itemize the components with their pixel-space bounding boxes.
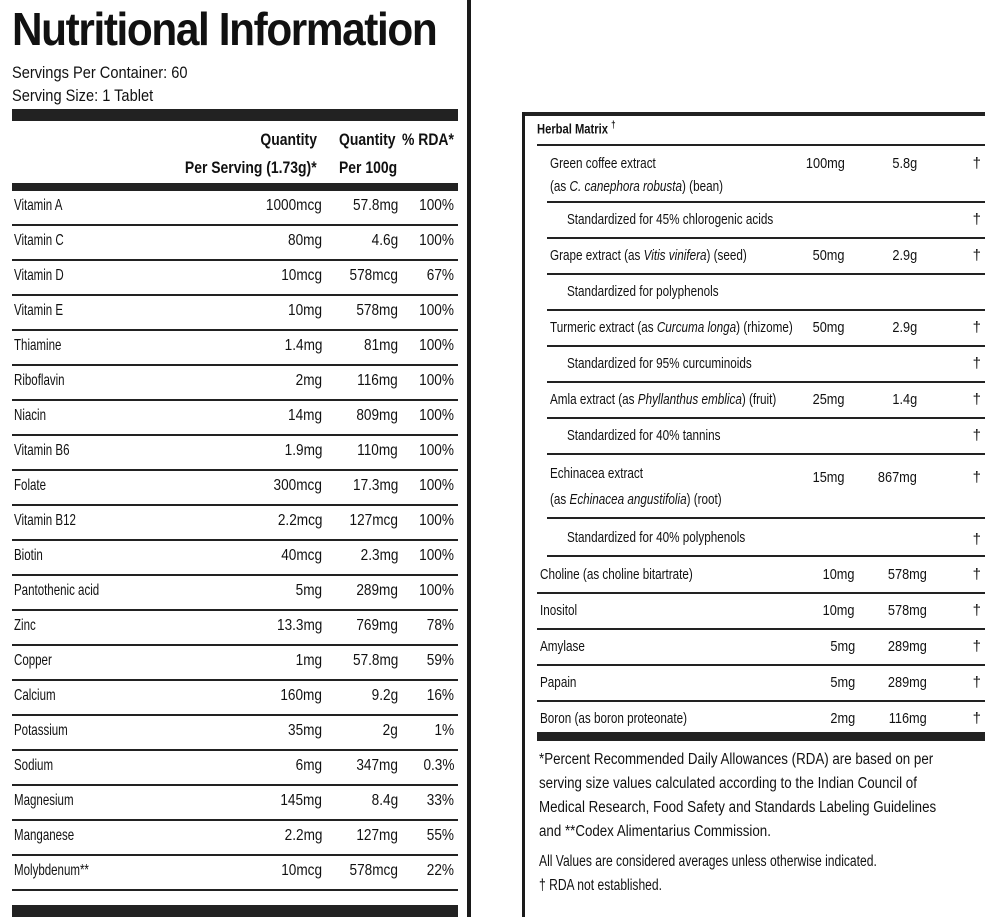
per-100g-value: 578mg xyxy=(888,566,927,583)
per-serving-value: 10mg xyxy=(287,302,322,319)
divider-bottom xyxy=(12,905,458,917)
dagger-mark: † xyxy=(972,566,981,583)
divider-medium xyxy=(12,183,458,191)
per-serving-value: 1000mcg xyxy=(266,197,322,214)
dagger-mark: † xyxy=(972,427,981,444)
herbal-per-100g: 2.9g xyxy=(892,319,917,336)
herbal-per-serving: 25mg xyxy=(813,391,845,408)
per-serving-value: 40mcg xyxy=(281,547,322,564)
per-serving-value: 300mcg xyxy=(273,477,322,494)
herbal-standardized: Standardized for 95% curcuminoids xyxy=(567,355,752,372)
herbal-title-dagger: † xyxy=(611,120,616,131)
nutrient-name: Vitamin D xyxy=(14,267,64,284)
herbal-row-amla-std xyxy=(547,419,985,455)
table-row xyxy=(12,821,458,856)
per-100g-value: 4.6g xyxy=(371,232,398,249)
per-serving-value: 145mg xyxy=(280,792,322,809)
herbal-row-echinacea-std xyxy=(547,519,985,557)
per-100g-value: 769mg xyxy=(356,617,398,634)
herbal-per-100g: 867mg xyxy=(878,469,917,486)
rda-value: 0.3% xyxy=(423,757,454,774)
nutrition-panel-right xyxy=(522,112,996,917)
herbal-per-serving: 15mg xyxy=(813,469,845,486)
herbal-row-turmeric-std xyxy=(547,347,985,383)
table-row xyxy=(12,191,458,226)
herbal-row-turmeric xyxy=(547,311,985,347)
name-italic: Vitis vinifera xyxy=(643,247,707,264)
header-per-serving-line2: Per Serving (1.73g)* xyxy=(185,158,317,177)
table-row xyxy=(12,856,458,891)
per-100g-value: 17.3mg xyxy=(352,477,398,494)
name-pre: Turmeric extract (as xyxy=(550,319,657,336)
rda-value: 100% xyxy=(419,512,454,529)
dagger-mark: † xyxy=(972,211,981,228)
herbal-per-100g: 2.9g xyxy=(892,247,917,264)
table-row xyxy=(12,716,458,751)
rda-value: 100% xyxy=(419,302,454,319)
nutrient-table xyxy=(12,191,458,891)
name-pre: Grape extract (as xyxy=(550,247,644,264)
herbal-per-100g: 1.4g xyxy=(892,391,917,408)
table-row xyxy=(537,594,985,630)
rda-value: 100% xyxy=(419,232,454,249)
table-row xyxy=(12,576,458,611)
per-serving-value: 10mg xyxy=(823,566,855,583)
rda-value: 100% xyxy=(419,372,454,389)
table-row xyxy=(12,226,458,261)
rda-value: 100% xyxy=(419,442,454,459)
dagger-mark: † xyxy=(972,155,981,172)
per-100g-value: 578mcg xyxy=(349,862,398,879)
nutrient-name: Magnesium xyxy=(14,792,74,809)
divider-top xyxy=(525,112,985,116)
per-100g-value: 289mg xyxy=(888,674,927,691)
per-serving-value: 10mcg xyxy=(281,862,322,879)
table-row xyxy=(537,630,985,666)
nutrient-name: Folate xyxy=(14,477,47,494)
footnote-line: *Percent Recommended Daily Allowances (RDA) are based on per xyxy=(539,751,934,768)
nutrient-name: Vitamin A xyxy=(14,197,63,214)
rda-value: 100% xyxy=(419,547,454,564)
table-row xyxy=(12,646,458,681)
per-100g-value: 578mg xyxy=(356,302,398,319)
name-italic: C. canephora robusta xyxy=(569,178,683,195)
servings-per-container: Servings Per Container: 60 xyxy=(12,63,188,82)
nutrient-name: Molybdenum** xyxy=(14,862,89,879)
herbal-per-serving: 50mg xyxy=(813,319,845,336)
dagger-mark: † xyxy=(972,355,981,372)
nutrient-name: Niacin xyxy=(14,407,47,424)
per-100g-value: 127mg xyxy=(356,827,398,844)
table-row xyxy=(12,611,458,646)
nutrient-name: Thiamine xyxy=(14,337,62,354)
per-serving-value: 2mg xyxy=(295,372,322,389)
table-row xyxy=(12,471,458,506)
per-100g-value: 116mg xyxy=(888,710,927,727)
rda-value: 22% xyxy=(426,862,454,879)
herbal-row-green-coffee-std xyxy=(547,203,985,239)
dagger-mark: † xyxy=(972,602,981,619)
header-per-100g-line1: Quantity xyxy=(339,130,396,149)
name-post: ) (fruit) xyxy=(741,391,777,408)
herbal-name xyxy=(550,391,776,408)
nutrition-panel-left xyxy=(0,0,471,917)
nutrient-name: Pantothenic acid xyxy=(14,582,100,599)
nutrient-name: Riboflavin xyxy=(14,372,65,389)
herbal-name-sub xyxy=(550,178,723,195)
per-serving-value: 80mg xyxy=(287,232,322,249)
per-serving-value: 5mg xyxy=(295,582,322,599)
herbal-per-serving: 100mg xyxy=(806,155,845,172)
nutrient-name: Copper xyxy=(14,652,52,669)
name-pre: (as xyxy=(550,491,570,508)
per-serving-value: 1mg xyxy=(295,652,322,669)
table-row xyxy=(12,366,458,401)
per-100g-value: 57.8mg xyxy=(352,652,398,669)
herbal-per-100g: 5.8g xyxy=(892,155,917,172)
per-serving-value: 1.4mg xyxy=(284,337,322,354)
rda-value: 100% xyxy=(419,407,454,424)
name-post: ) (root) xyxy=(686,491,722,508)
dagger-mark: † xyxy=(972,391,981,408)
page-title: Nutritional Information xyxy=(12,3,437,55)
herbal-matrix-title xyxy=(537,120,616,137)
per-serving-value: 5mg xyxy=(830,674,855,691)
table-row xyxy=(12,506,458,541)
divider-thick xyxy=(12,109,458,121)
herbal-name-sub xyxy=(550,491,722,508)
footnote-line: † RDA not established. xyxy=(539,877,662,894)
herbal-standardized: Standardized for 45% chlorogenic acids xyxy=(567,211,774,228)
herbal-per-serving: 50mg xyxy=(813,247,845,264)
per-100g-value: 289mg xyxy=(888,638,927,655)
herbal-name xyxy=(550,247,747,264)
rda-value: 1% xyxy=(434,722,454,739)
dagger-mark: † xyxy=(972,638,981,655)
per-100g-value: 8.4g xyxy=(371,792,398,809)
table-row xyxy=(537,666,985,702)
rda-value: 100% xyxy=(419,582,454,599)
rda-value: 16% xyxy=(426,687,454,704)
rda-value: 100% xyxy=(419,477,454,494)
dagger-mark: † xyxy=(972,531,981,548)
rda-value: 33% xyxy=(426,792,454,809)
ingredient-name: Papain xyxy=(540,674,577,691)
footnote-line: and **Codex Alimentarius Commission. xyxy=(539,823,771,840)
per-100g-value: 347mg xyxy=(356,757,398,774)
nutrient-name: Biotin xyxy=(14,547,43,564)
per-serving-value: 2.2mg xyxy=(284,827,322,844)
rda-value: 78% xyxy=(426,617,454,634)
per-serving-value: 35mg xyxy=(287,722,322,739)
name-italic: Echinacea angustifolia xyxy=(569,491,687,508)
header-per-100g-line2: Per 100g xyxy=(339,158,398,177)
table-row xyxy=(12,751,458,786)
per-serving-value: 5mg xyxy=(830,638,855,655)
footnote-line: All Values are considered averages unless otherwise indicated. xyxy=(539,853,877,870)
ingredient-name: Boron (as boron proteonate) xyxy=(540,710,687,727)
herbal-standardized: Standardized for polyphenols xyxy=(567,283,719,300)
herbal-row-amla xyxy=(547,383,985,419)
dagger-mark: † xyxy=(972,319,981,336)
per-100g-value: 127mcg xyxy=(349,512,398,529)
nutrient-name: Vitamin E xyxy=(14,302,64,319)
rda-value: 100% xyxy=(419,337,454,354)
per-serving-value: 2mg xyxy=(830,710,855,727)
nutrient-name: Manganese xyxy=(14,827,75,844)
per-100g-value: 116mg xyxy=(357,372,398,389)
nutrient-name: Vitamin B12 xyxy=(14,512,76,529)
footnote-line: Medical Research, Food Safety and Standards Labeling Guidelines xyxy=(539,799,937,816)
name-italic: Phyllanthus emblica xyxy=(637,391,742,408)
dagger-mark: † xyxy=(972,674,981,691)
per-100g-value: 289mg xyxy=(356,582,398,599)
herbal-row-grape-std xyxy=(547,275,985,311)
rda-value: 67% xyxy=(426,267,454,284)
name-pre: Amla extract (as xyxy=(550,391,638,408)
footnotes xyxy=(539,748,989,898)
nutrient-name: Vitamin B6 xyxy=(14,442,70,459)
rda-value: 55% xyxy=(426,827,454,844)
herbal-row-echinacea xyxy=(547,455,985,519)
per-100g-value: 2.3mg xyxy=(360,547,398,564)
name-post: ) (rhizome) xyxy=(736,319,793,336)
herbal-standardized: Standardized for 40% polyphenols xyxy=(567,529,746,546)
table-row xyxy=(12,331,458,366)
header-rda: % RDA* xyxy=(402,130,454,149)
name-pre: (as xyxy=(550,178,570,195)
divider-thick xyxy=(537,732,985,741)
per-serving-value: 1.9mg xyxy=(284,442,322,459)
nutrient-name: Vitamin C xyxy=(14,232,64,249)
per-serving-value: 10mcg xyxy=(281,267,322,284)
dagger-mark: † xyxy=(972,247,981,264)
table-row xyxy=(12,401,458,436)
ingredient-name: Inositol xyxy=(540,602,578,619)
per-serving-value: 10mg xyxy=(823,602,855,619)
per-100g-value: 809mg xyxy=(356,407,398,424)
herbal-name: Echinacea extract xyxy=(550,465,644,482)
per-100g-value: 110mg xyxy=(357,442,398,459)
per-serving-value: 2.2mcg xyxy=(277,512,322,529)
rda-value: 100% xyxy=(419,197,454,214)
herbal-title-text: Herbal Matrix xyxy=(537,120,608,137)
per-serving-value: 6mg xyxy=(295,757,322,774)
serving-size: Serving Size: 1 Tablet xyxy=(12,86,154,105)
ingredient-name: Choline (as choline bitartrate) xyxy=(540,566,693,583)
nutrient-name: Zinc xyxy=(14,617,36,634)
per-100g-value: 578mcg xyxy=(349,267,398,284)
nutrient-name: Sodium xyxy=(14,757,54,774)
table-row xyxy=(537,558,985,594)
per-serving-value: 160mg xyxy=(280,687,322,704)
per-serving-value: 13.3mg xyxy=(276,617,322,634)
nutrient-name: Calcium xyxy=(14,687,56,704)
nutrient-name: Potassium xyxy=(14,722,68,739)
header-per-serving-line1: Quantity xyxy=(260,130,317,149)
ingredient-name: Amylase xyxy=(540,638,585,655)
table-row xyxy=(12,681,458,716)
table-row xyxy=(12,261,458,296)
per-100g-value: 57.8mg xyxy=(352,197,398,214)
table-row xyxy=(12,541,458,576)
name-italic: Curcuma longa xyxy=(656,319,737,336)
footnote-line: serving size values calculated according to the Indian Council of xyxy=(539,775,917,792)
per-100g-value: 578mg xyxy=(888,602,927,619)
table-row xyxy=(12,436,458,471)
herbal-row-grape xyxy=(547,239,985,275)
herbal-name: Green coffee extract xyxy=(550,155,656,172)
herbal-name xyxy=(550,319,793,336)
name-post: ) (seed) xyxy=(706,247,747,264)
per-serving-value: 14mg xyxy=(287,407,322,424)
dagger-mark: † xyxy=(972,469,981,486)
per-100g-value: 81mg xyxy=(363,337,398,354)
rda-value: 59% xyxy=(426,652,454,669)
per-100g-value: 2g xyxy=(382,722,398,739)
name-post: ) (bean) xyxy=(682,178,724,195)
herbal-standardized: Standardized for 40% tannins xyxy=(567,427,721,444)
herbal-row-green-coffee xyxy=(547,146,985,203)
table-row xyxy=(12,786,458,821)
table-row xyxy=(12,296,458,331)
per-100g-value: 9.2g xyxy=(371,687,398,704)
dagger-mark: † xyxy=(972,710,981,727)
